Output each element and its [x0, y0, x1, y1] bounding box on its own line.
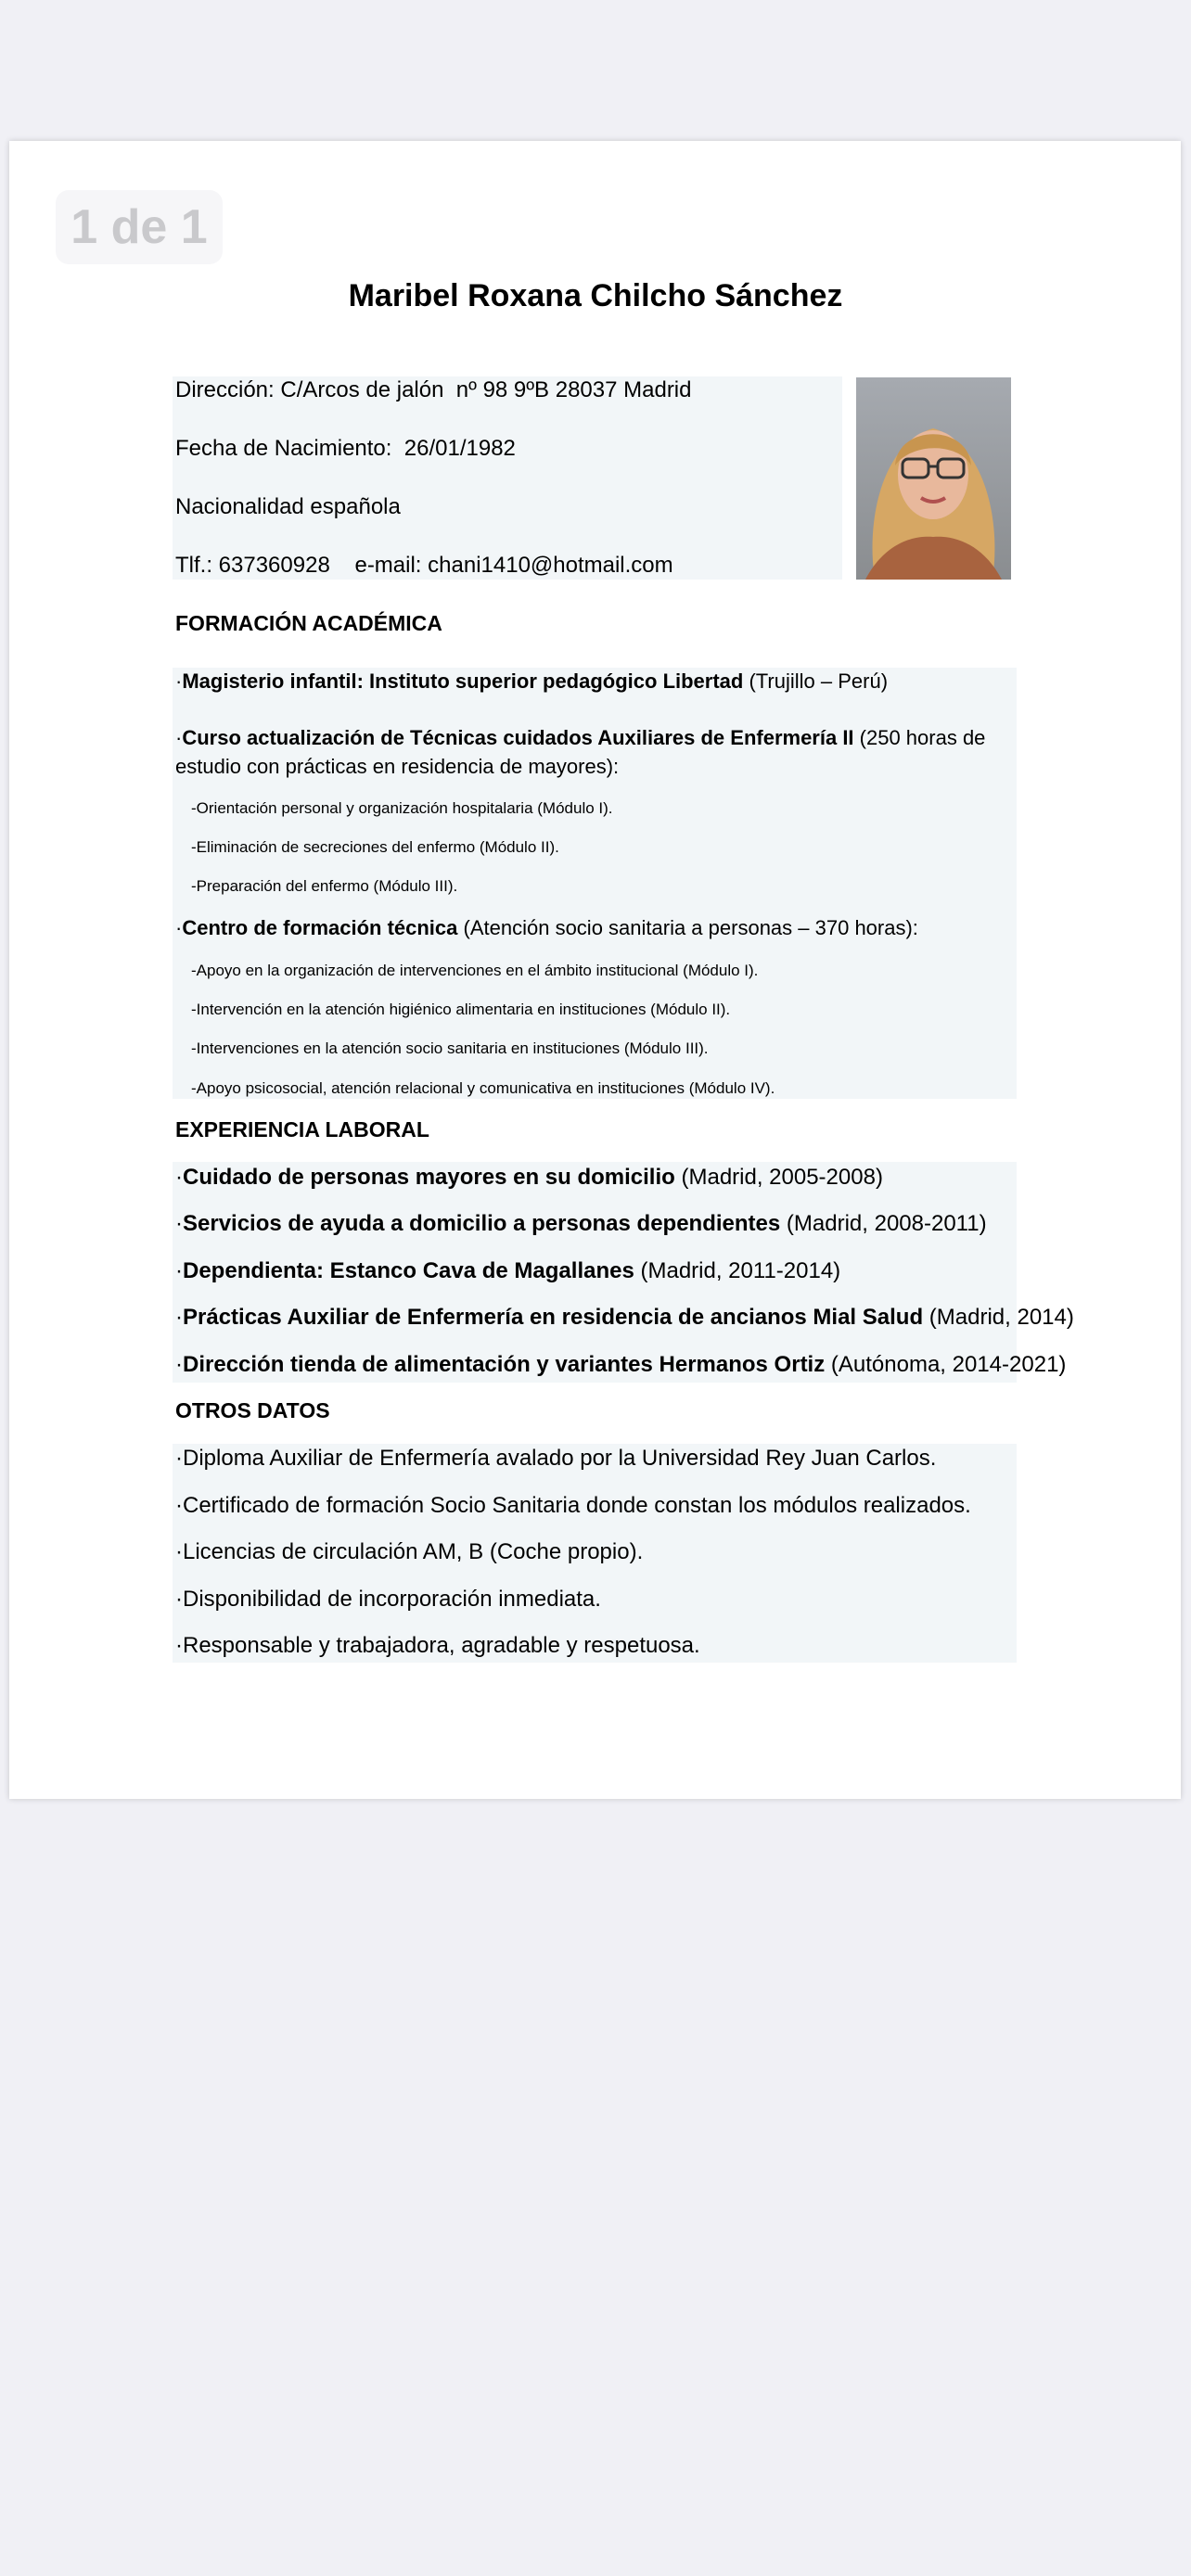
- experiencia-item-1: ·Cuidado de personas mayores en su domicilio (Madrid, 2005-2008): [175, 1165, 883, 1190]
- experiencia-item-3: ·Dependienta: Estanco Cava de Magallanes (Madrid, 2011-2014): [175, 1258, 841, 1283]
- section-title-otros: OTROS DATOS: [175, 1398, 330, 1422]
- experiencia-item-4: ·Prácticas Auxiliar de Enfermería en residencia de ancianos Mial Salud (Madrid, 2014): [175, 1305, 1074, 1330]
- formacion-item-centro-tecnica: ·Centro de formación técnica (Atención socio sanitaria a personas – 370 horas):: [175, 916, 918, 939]
- contact-info-background: [173, 376, 842, 580]
- nationality-line: Nacionalidad española: [175, 494, 401, 519]
- centro-modulo-3: -Intervenciones en la atención socio sanitaria en instituciones (Módulo III).: [191, 1039, 709, 1057]
- address-line: Dirección: C/Arcos de jalón nº 98 9ºB 28037 Madrid: [175, 377, 692, 402]
- profile-photo: [856, 377, 1011, 580]
- experiencia-item-5: ·Dirección tienda de alimentación y variantes Hermanos Ortiz (Autónoma, 2014-2021): [175, 1352, 1067, 1377]
- centro-modulo-4: -Apoyo psicosocial, atención relacional y comunicativa en instituciones (Módulo IV).: [191, 1079, 775, 1097]
- otros-item-4: ·Disponibilidad de incorporación inmediata.: [175, 1587, 601, 1612]
- curso-modulo-1: -Orientación personal y organización hospitalaria (Módulo I).: [191, 799, 613, 817]
- centro-modulo-2: -Intervención en la atención higiénico alimentaria en instituciones (Módulo II).: [191, 1001, 731, 1018]
- formacion-item-magisterio: ·Magisterio infantil: Instituto superior pedagógico Libertad (Trujillo – Perú): [175, 670, 889, 693]
- otros-item-2: ·Certificado de formación Socio Sanitaria donde constan los módulos realizados.: [175, 1493, 971, 1518]
- experiencia-item-2: ·Servicios de ayuda a domicilio a personas dependientes (Madrid, 2008-2011): [175, 1211, 987, 1236]
- otros-item-1: ·Diploma Auxiliar de Enfermería avalado por la Universidad Rey Juan Carlos.: [175, 1446, 937, 1471]
- otros-item-5: ·Responsable y trabajadora, agradable y respetuosa.: [175, 1633, 700, 1658]
- section-title-experiencia: EXPERIENCIA LABORAL: [175, 1117, 429, 1141]
- page-counter: 1 de 1: [56, 190, 223, 264]
- otros-item-3: ·Licencias de circulación AM, B (Coche propio).: [175, 1539, 644, 1564]
- section-title-formacion: FORMACIÓN ACADÉMICA: [175, 611, 442, 635]
- curso-modulo-3: -Preparación del enfermo (Módulo III).: [191, 877, 458, 895]
- formacion-item-curso-auxiliares: ·Curso actualización de Técnicas cuidados Auxiliares de Enfermería II (250 horas de estudio con prácticas en residencia de mayores):: [175, 726, 986, 778]
- phone-email-line: Tlf.: 637360928 e-mail: chani1410@hotmail.com: [175, 553, 673, 578]
- candidate-name: Maribel Roxana Chilcho Sánchez: [348, 278, 843, 313]
- curso-modulo-2: -Eliminación de secreciones del enfermo (Módulo II).: [191, 838, 559, 856]
- centro-modulo-1: -Apoyo en la organización de intervenciones en el ámbito institucional (Módulo I).: [191, 962, 759, 979]
- birth-date-line: Fecha de Nacimiento: 26/01/1982: [175, 436, 516, 461]
